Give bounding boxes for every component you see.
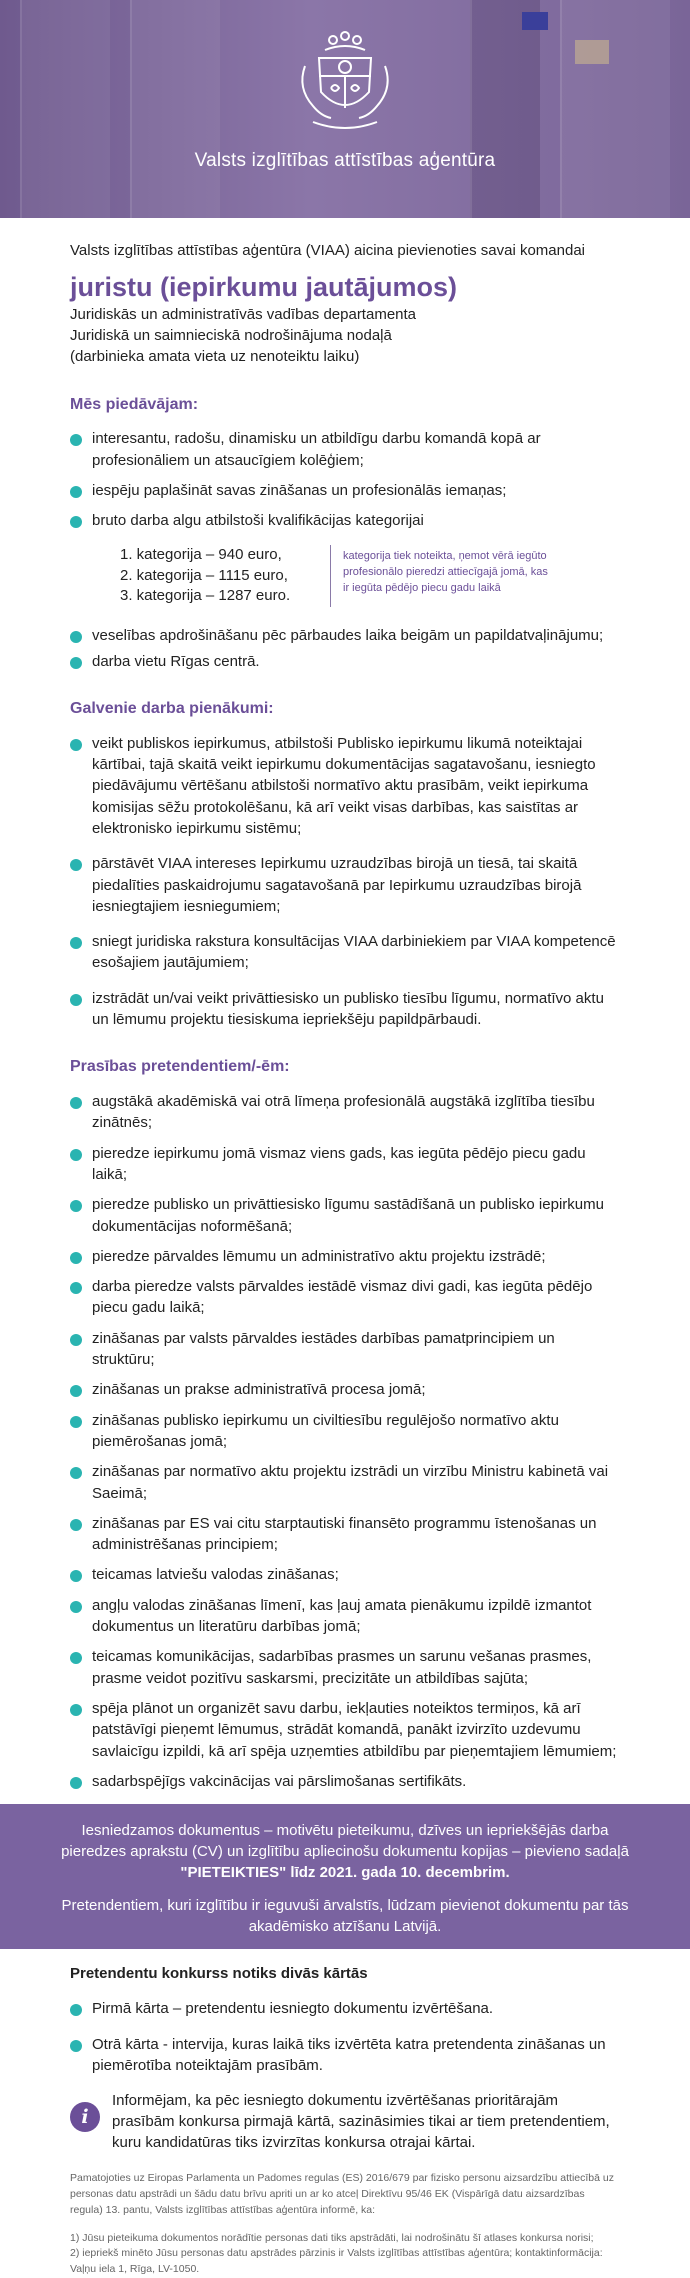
unit-text: Juridiskā un saimnieciskā nodrošinājuma nodaļā — [70, 326, 392, 344]
legal-paragraph: 2) iepriekš minēto Jūsu personas datu apstrādes pārzinis ir Valsts izglītības attīstības aģentūra; kontaktinformācija: Vaļņu iela 1, Rīga, LV-1050. — [70, 2247, 603, 2276]
competition-section — [0, 1949, 690, 2153]
list-item: pieredze pārvaldes lēmumu un administratīvo aktu projektu izstrādē; — [70, 1246, 620, 1267]
offer-list — [70, 428, 620, 531]
salary-categories — [120, 545, 620, 607]
list-item: veselības apdrošināšanu pēc pārbaudes laika beigām un papildatvaļinājumu; — [70, 625, 620, 646]
list-item: darba pieredze valsts pārvaldes iestādē vismaz divi gadi, kas iegūta pēdējo piecu gadu laikā; — [70, 1276, 620, 1319]
list-item: bruto darba algu atbilstoši kvalifikācijas kategorijai — [70, 510, 620, 531]
list-item: pieredze iepirkumu jomā vismaz viens gads, kas iegūta pēdējo piecu gadu laikā; — [70, 1143, 620, 1186]
list-item: zināšanas publisko iepirkumu un civiltiesību regulējošo normatīvo aktu piemērošanas jomā; — [70, 1410, 620, 1453]
requirements-heading: Prasības pretendentiem/-ēm: — [70, 1058, 290, 1076]
background-window — [130, 0, 220, 218]
requirements-list — [70, 1091, 620, 1792]
eu-flag — [522, 12, 548, 30]
category-item: 3. kategorija – 1287 euro. — [120, 587, 291, 605]
competition-heading: Pretendentu konkurss notiks divās kārtās — [70, 1965, 368, 1983]
competition-list — [70, 1998, 620, 2076]
list-item: veikt publiskos iepirkumus, atbilstoši Publisko iepirkumu likumā noteiktajai kārtībai, tajā skaitā veikt iepirkumu dokumentācijas sagatavošanu, iesniegto piedāvājumu vērtēšanu atbilstoši normatīvo aktu prasībām, veikt iepirkuma komisijas sēžu protokolēšanu, kā arī veikt visas darbības, kas saistītas ar elektronisko iepirkumu sistēmu; — [70, 733, 620, 839]
category-item: 1. kategorija – 940 euro, — [120, 546, 282, 564]
list-item: teicamas komunikācijas, sadarbības prasmes un sarunu vešanas prasmes, prasme veidot pozitīvu saskarsmi, precizitāte un atbildības sajūta; — [70, 1646, 620, 1689]
list-item: zināšanas par normatīvo aktu projektu izstrādi un virzību Ministru kabinetā vai Saeimā; — [70, 1461, 620, 1504]
list-item: Otrā kārta - intervija, kuras laikā tiks izvērtēta katra pretendenta zināšanas un piemērotība noteiktajām prasībām. — [70, 2034, 620, 2077]
category-note: kategorija tiek noteikta, ņemot vērā iegūto profesionālo pieredzi attiecīgajā jomā, kas ir iegūta pēdējo piecu gadu laikā — [330, 545, 550, 607]
list-item: angļu valodas zināšanas līmenī, kas ļauj amata pienākumu izpildē izmantot dokumentus un literatūru darbības jomā; — [70, 1595, 620, 1638]
vacancy-content — [0, 218, 690, 1792]
list-item: iespēju paplašināt savas zināšanas un profesionālās iemaņas; — [70, 480, 620, 501]
list-item: pārstāvēt VIAA intereses Iepirkumu uzraudzības birojā un tiesā, tai skaitā piedalīties paskaidrojumu sagatavošanā par Iepirkumu uzraudzības birojā iesniegtajiem iesniegumiem; — [70, 853, 620, 917]
offer-heading: Mēs piedāvājam: — [70, 395, 199, 413]
application-banner — [0, 1804, 690, 1949]
header-banner — [0, 0, 690, 218]
legal-paragraph: 1) Jūsu pieteikuma dokumentos norādītie personas dati tiks apstrādāti, lai nodrošinātu šī atlases konkursa norisi; — [70, 2231, 594, 2244]
application-instructions — [60, 1820, 630, 1883]
offer-list-continued — [70, 625, 620, 672]
info-text: Informējam, ka pēc iesniegto dokumentu izvērtēšanas prioritārajām prasībām konkursa pirmajā kārtā, sazināsimies tikai ar tiem pretendentiem, kuru kandidatūras tiks izvirzītas konkursa otrajai kārtai. — [112, 2092, 610, 2152]
job-title: juristu (iepirkumu jautājumos) — [70, 272, 458, 303]
list-item: izstrādāt un/vai veikt privāttiesisko un publisko tiesību līgumu, normatīvo aktu un lēmumu projektu tiesiskuma iepriekšēju papildpārbaudi. — [70, 988, 620, 1031]
latvia-coat-of-arms-logo — [291, 26, 399, 138]
duties-list — [70, 733, 620, 1031]
list-item: sadarbspējīgs vakcinācijas vai pārslimošanas sertifikāts. — [70, 1771, 620, 1792]
category-item: 2. kategorija – 1115 euro, — [120, 566, 288, 584]
wall-plaque — [575, 40, 609, 64]
list-item: teicamas latviešu valodas zināšanas; — [70, 1564, 620, 1585]
list-item: zināšanas un prakse administratīvā procesa jomā; — [70, 1379, 620, 1400]
category-list — [120, 545, 320, 607]
department-text: Juridiskās un administratīvās vadības departamenta — [70, 305, 417, 323]
list-item: interesantu, radošu, dinamisku un atbildīgu darbu komandā kopā ar profesionāliem un atsaucīgiem kolēģiem; — [70, 428, 620, 471]
list-item: Pirmā kārta – pretendentu iesniegto dokumentu izvērtēšana. — [70, 1998, 620, 2019]
background-window — [20, 0, 110, 218]
list-item: pieredze publisko un privāttiesisko līgumu sastādīšanā un publisko iepirkumu dokumentācijas noformēšanā; — [70, 1194, 620, 1237]
term-text: (darbinieka amata vieta uz nenoteiktu laiku) — [70, 348, 360, 366]
application-text: Iesniedzamos dokumentus – motivētu pieteikumu, dzīves un iepriekšējās darba pieredzes aprakstu (CV) un izglītību apliecinošu dokumentu kopijas – pievieno sadaļā — [61, 1822, 629, 1861]
intro-text: Valsts izglītības attīstības aģentūra (VIAA) aicina pievienoties savai komandai — [70, 242, 585, 259]
background-wall — [560, 0, 670, 218]
list-item: zināšanas par ES vai citu starptautiski finansēto programmu īstenošanas un administrēšanas principiem; — [70, 1513, 620, 1556]
list-item: darba vietu Rīgas centrā. — [70, 651, 620, 672]
foreign-education-note: Pretendentiem, kuri izglītību ir ieguvuši ārvalstīs, lūdzam pievienot dokumentu par tās akadēmisko atzīšanu Latvijā. — [61, 1897, 629, 1936]
list-item: augstākā akadēmiskā vai otrā līmeņa profesionālā augstākā izglītība tiesību zinātnēs; — [70, 1091, 620, 1134]
info-notice — [70, 2090, 620, 2153]
data-protection-notice — [0, 2153, 690, 2278]
list-item: sniegt juridiska rakstura konsultācijas VIAA darbiniekiem par VIAA kompetencē esošajiem jautājumiem; — [70, 931, 620, 974]
background-door — [470, 0, 540, 218]
legal-paragraph: Pamatojoties uz Eiropas Parlamenta un Padomes regulas (ES) 2016/679 par fizisko personu aizsardzību attiecībā uz personas datu apstrādi un šādu datu brīvu apriti un ar ko atceļ Direktīvu 95/46 EK (Vispārīgā datu aizsardzības regula) 13. pantu, Valsts izglītības attīstības aģentūra informē, ka: — [70, 2172, 614, 2216]
application-deadline: "PIETEIKTIES" līdz 2021. gada 10. decembrim. — [180, 1864, 510, 1882]
duties-heading: Galvenie darba pienākumi: — [70, 700, 274, 718]
info-icon: i — [70, 2102, 100, 2132]
organization-name: Valsts izglītības attīstības aģentūra — [194, 150, 496, 171]
list-item: zināšanas par valsts pārvaldes iestādes darbības pamatprincipiem un struktūru; — [70, 1328, 620, 1371]
list-item: spēja plānot un organizēt savu darbu, iekļauties noteiktos termiņos, kā arī patstāvīgi pieņemt lēmumus, strādāt komandā, panākt izvirzīto uzdevumu savlaicīgu izpildi, kā arī spēja uzņemties atbildību par pieņemtajiem lēmumiem; — [70, 1698, 620, 1762]
